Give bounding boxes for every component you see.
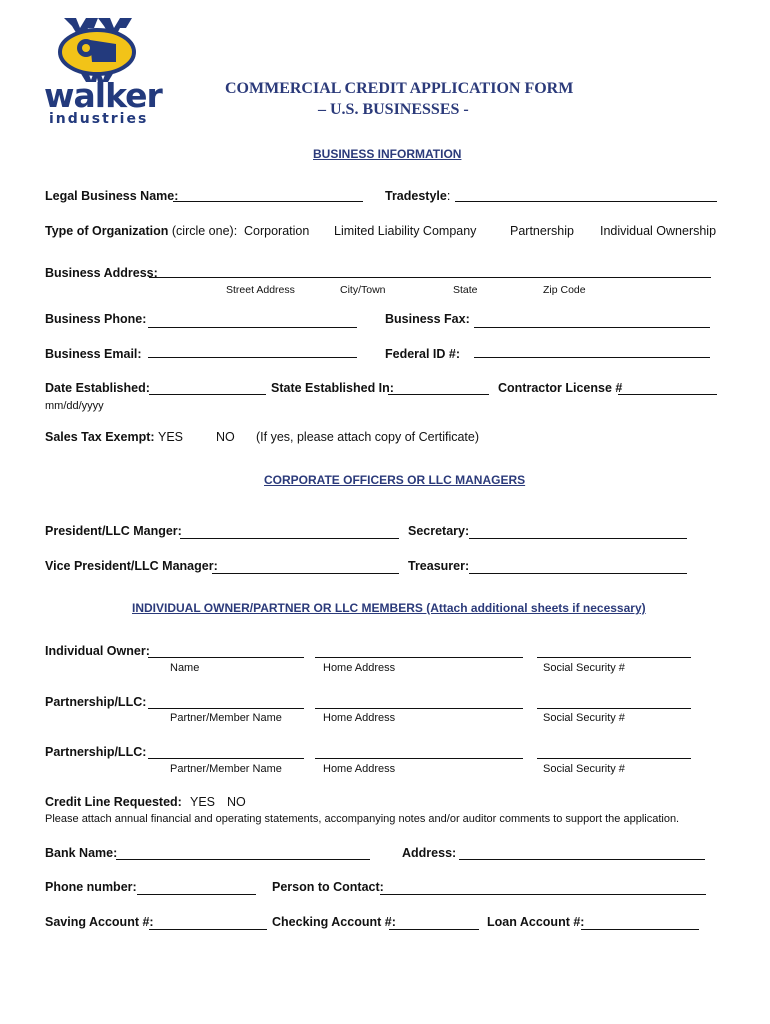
org-option-individual-ownership[interactable]: Individual Ownership: [600, 224, 717, 238]
partnership-2-address-hint: Home Address: [323, 763, 396, 775]
org-option-partnership[interactable]: Partnership: [510, 224, 574, 238]
partnership-1-label: Partnership/LLC:: [45, 695, 147, 709]
bank-address-field[interactable]: [459, 859, 705, 860]
date-established-label: Date Established:: [45, 381, 150, 395]
president-field[interactable]: [180, 538, 399, 539]
partnership-2-name-hint: Partner/Member Name: [170, 763, 282, 775]
tradestyle-field[interactable]: [455, 201, 717, 202]
state-established-label: State Established In:: [271, 381, 394, 395]
bank-phone-label: Phone number:: [45, 880, 137, 894]
business-email-field[interactable]: [148, 357, 357, 358]
partnership-2-ssn-hint: Social Security #: [543, 763, 625, 775]
secretary-label: Secretary:: [408, 524, 470, 538]
org-option-llc[interactable]: Limited Liability Company: [334, 224, 477, 238]
sales-tax-exempt-row: Sales Tax Exempt:: [45, 430, 155, 444]
legal-business-name-label: Legal Business Name:: [45, 189, 179, 203]
sales-tax-no-option[interactable]: NO: [216, 430, 235, 444]
saving-account-label: Saving Account #:: [45, 915, 154, 929]
partnership-1-address-hint: Home Address: [323, 712, 396, 724]
credit-line-note: Please attach annual financial and operating statements, accompanying notes and/or auditor comments to support the application.: [45, 813, 680, 825]
walker-logo-mark-icon: [58, 18, 136, 82]
individual-owner-name-field[interactable]: [148, 657, 304, 658]
date-established-field[interactable]: [149, 394, 266, 395]
bank-name-label: Bank Name:: [45, 846, 118, 860]
secretary-field[interactable]: [469, 538, 687, 539]
tradestyle-label: Tradestyle:: [385, 189, 451, 203]
section-corporate-officers: CORPORATE OFFICERS OR LLC MANAGERS: [264, 473, 526, 487]
bank-address-label: Address:: [402, 846, 457, 860]
individual-owner-address-hint: Home Address: [323, 662, 396, 674]
vice-president-label: Vice President/LLC Manager:: [45, 559, 218, 573]
individual-owner-name-hint: Name: [170, 662, 200, 674]
organization-type-label: Type of Organization (circle one):: [45, 224, 238, 238]
section-individual-owners: INDIVIDUAL OWNER/PARTNER OR LLC MEMBERS (Attach additional sheets if necessary): [132, 601, 646, 615]
org-option-corporation[interactable]: Corporation: [244, 224, 310, 238]
business-address-field[interactable]: [149, 277, 711, 278]
partnership-1-ssn-field[interactable]: [537, 708, 691, 709]
bank-phone-field[interactable]: [137, 894, 256, 895]
form-subtitle: – U.S. BUSINESSES -: [318, 101, 469, 118]
saving-account-field[interactable]: [149, 929, 267, 930]
treasurer-field[interactable]: [469, 573, 687, 574]
partnership-2-label: Partnership/LLC:: [45, 745, 147, 759]
loan-account-field[interactable]: [581, 929, 699, 930]
federal-id-label: Federal ID #:: [385, 347, 461, 361]
address-sub-city: City/Town: [340, 284, 386, 296]
partnership-2-address-field[interactable]: [315, 758, 523, 759]
person-to-contact-label: Person to Contact:: [272, 880, 384, 894]
credit-line-no-option[interactable]: NO: [227, 795, 246, 809]
credit-line-label: Credit Line Requested:: [45, 795, 182, 809]
business-address-label: Business Address:: [45, 266, 158, 280]
business-fax-field[interactable]: [474, 327, 710, 328]
checking-account-label: Checking Account #:: [272, 915, 396, 929]
logo-wordmark: walker: [44, 76, 162, 115]
person-to-contact-field[interactable]: [380, 894, 706, 895]
address-sub-state: State: [453, 284, 478, 296]
legal-business-name-field[interactable]: [173, 201, 363, 202]
business-email-label: Business Email:: [45, 347, 142, 361]
business-phone-label: Business Phone:: [45, 312, 147, 326]
treasurer-label: Treasurer:: [408, 559, 470, 573]
date-format-hint: mm/dd/yyyy: [45, 400, 104, 412]
contractor-license-label: Contractor License #: [498, 381, 623, 395]
loan-account-label: Loan Account #:: [487, 915, 585, 929]
section-business-information: BUSINESS INFORMATION: [313, 147, 462, 161]
checking-account-field[interactable]: [389, 929, 479, 930]
partnership-1-name-hint: Partner/Member Name: [170, 712, 282, 724]
individual-owner-ssn-hint: Social Security #: [543, 662, 625, 674]
partnership-1-ssn-hint: Social Security #: [543, 712, 625, 724]
partnership-1-name-field[interactable]: [148, 708, 304, 709]
business-phone-field[interactable]: [148, 327, 357, 328]
address-sub-zip: Zip Code: [543, 284, 586, 296]
vice-president-field[interactable]: [212, 573, 399, 574]
contractor-license-field[interactable]: [618, 394, 717, 395]
partnership-1-address-field[interactable]: [315, 708, 523, 709]
individual-owner-address-field[interactable]: [315, 657, 523, 658]
individual-owner-label: Individual Owner:: [45, 644, 150, 658]
partnership-2-name-field[interactable]: [148, 758, 304, 759]
logo-subtext: industries: [49, 111, 149, 127]
sales-tax-yes-option[interactable]: YES: [158, 430, 184, 444]
federal-id-field[interactable]: [474, 357, 710, 358]
certificate-note: (If yes, please attach copy of Certificate): [256, 430, 480, 444]
form-title: COMMERCIAL CREDIT APPLICATION FORM: [225, 80, 574, 97]
credit-line-yes-option[interactable]: YES: [190, 795, 216, 809]
partnership-2-ssn-field[interactable]: [537, 758, 691, 759]
address-sub-street: Street Address: [226, 284, 295, 296]
bank-name-field[interactable]: [116, 859, 370, 860]
business-fax-label: Business Fax:: [385, 312, 470, 326]
president-label: President/LLC Manger:: [45, 524, 182, 538]
individual-owner-ssn-field[interactable]: [537, 657, 691, 658]
state-established-field[interactable]: [388, 394, 489, 395]
